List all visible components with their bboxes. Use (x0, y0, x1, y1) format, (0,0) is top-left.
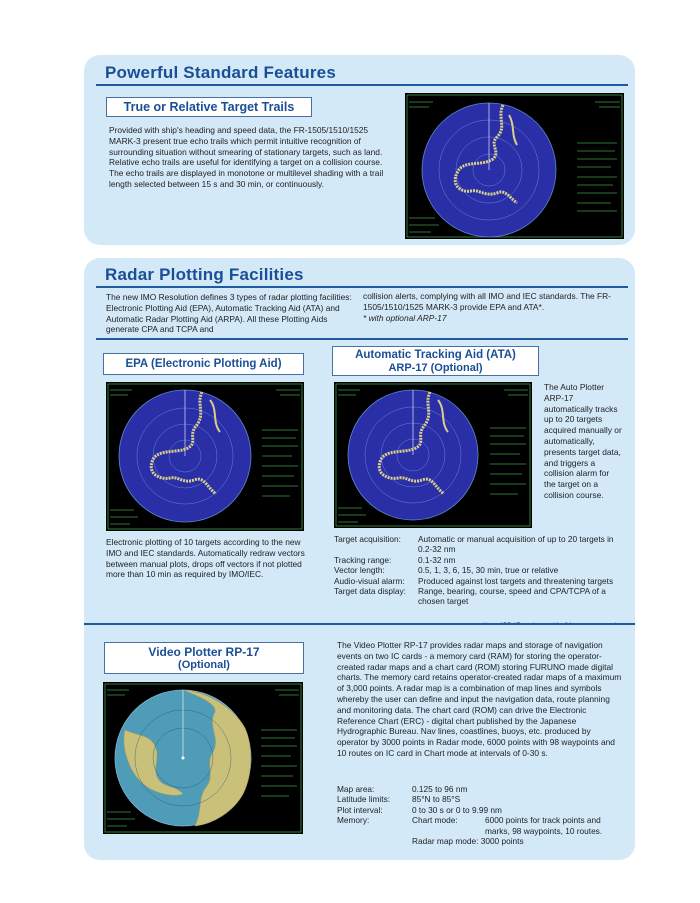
spec-label: Target data display: (334, 586, 406, 597)
radar-mode-value: Radar map mode: 3000 points (412, 836, 524, 847)
spec-label: Memory: (337, 815, 370, 826)
spec-label: Vector length: (334, 565, 385, 576)
video-heading: Video Plotter RP-17 (148, 645, 260, 659)
ata-body: The Auto Plotter ARP-17 automatically tracks up to 20 targets acquired manually or automatically, presents target data, and triggers a collision alarm for the target on a collision course. (544, 382, 622, 500)
video-spec-row (337, 805, 623, 815)
trails-body: Provided with ship's heading and speed data, the FR-1505/1510/1525 MARK-3 present true echo trails which permit intuitive recognition of surrounding situation without smearing of stationary targets, such as land. Relative echo trails are useful for identifying a target on a collision course. The echo trails are displayed in monotone or multilevel shading with a trail length selected between 15 s and 30 min, or continuously. (109, 125, 384, 189)
spec-label: Plot interval: (337, 804, 383, 815)
video-spec-row (337, 815, 623, 836)
standard-features-title: Powerful Standard Features (105, 63, 336, 82)
epa-body: Electronic plotting of 10 targets according to the new IMO and IEC standards. Automatically redraw vectors between manual plots, drops off vectors if not plotted more than 10 min as required by IMO/IEC. (106, 537, 305, 580)
video-spec-row (337, 836, 623, 846)
ata-spec-row (334, 565, 622, 575)
chart-mode-label: Chart mode: (412, 815, 458, 826)
spec-value: 0.5, 1, 3, 6, 15, 30 min, true or relative (418, 565, 559, 576)
ata-heading: Automatic Tracking Aid (ATA) (355, 349, 516, 361)
video-spec-row (337, 794, 623, 804)
spec-label: Tracking range: (334, 554, 392, 565)
spec-label: Audio-visual alarm: (334, 575, 405, 586)
spec-value: 0.1-32 nm (418, 554, 456, 565)
spec-value: 0 to 30 s or 0 to 9.99 nm (412, 804, 502, 815)
ata-radar-image (334, 382, 532, 528)
video-plotter-image (103, 682, 303, 834)
ata-subheading: ARP-17 (Optional) (388, 362, 483, 374)
plotting-title-rule (96, 286, 628, 288)
video-spec-row (337, 784, 623, 794)
ata-spec-row (334, 534, 622, 555)
spec-label: Latitude limits: (337, 794, 391, 805)
spec-value: Automatic or manual acquisition of up to 20 targets in 0.2-32 nm (418, 534, 614, 555)
spec-label: Target acquisition: (334, 534, 401, 544)
ata-heading-box (332, 346, 539, 376)
video-body: The Video Plotter RP-17 provides radar maps and storage of navigation events on two IC cards - a memory card (RAM) for storing the operator-created radar maps and a chart card (ROM) storing FURUNO made digital charts. The memory card retains operator-created radar maps of a maximum of 3,000 points. A radar map is a combination of map lines and symbols whereby the user can define and input the navigation data, route planning and monitoring data. The chart card (ROM) can drive the Electronic Reference Chart (ERC) - digital chart published by the Japanese Hydrographic Bureau. Nav lines, coastlines, buoys, etc. produced by operator by 3000 points in Radar mode, 6000 points with 98 waypoints and 10 routes on IC card in Chart mode at intervals of 0-30 s. (337, 640, 622, 758)
plotting-intro-left: The new IMO Resolution defines 3 types of radar plotting facilities: Electronic Plotting Aid (EPA), Automatic Tracking Aid (ATA) and Automatic Radar Plotting Aid (ARPA). All these Plotting Aids generate CPA and TCPA and (106, 292, 352, 335)
plotting-title: Radar Plotting Facilities (105, 265, 304, 284)
ata-spec-row (334, 586, 622, 607)
title-rule (96, 84, 628, 86)
spec-value: 85°N to 85°S (412, 794, 461, 805)
video-subheading: (Optional) (178, 659, 230, 671)
spec-value: 0.125 to 96 nm (412, 784, 468, 794)
video-heading-box (104, 642, 304, 674)
chart-mode-value: 6000 points for track points and marks, 98 waypoints, 10 routes. (485, 815, 603, 836)
ata-spec-row (334, 555, 622, 565)
epa-heading: EPA (Electronic Plotting Aid) (103, 353, 304, 375)
spec-label: Map area: (337, 784, 375, 794)
epa-radar-image (106, 382, 304, 531)
ata-spec-row (334, 576, 622, 586)
ata-spec-table (334, 534, 622, 607)
plotting-intro-right: collision alerts, complying with all IMO and IEC standards. The FR-1505/1510/1525 MARK-3 provide EPA and ATA*. (363, 291, 611, 312)
trails-radar-image (405, 93, 624, 239)
trails-heading: True or Relative Target Trails (106, 97, 312, 117)
spec-value: Range, bearing, course, speed and CPA/TCPA of a chosen target (418, 586, 606, 607)
plotting-section-rule (96, 338, 628, 340)
plotting-intro-note: * with optional ARP-17 (363, 313, 447, 323)
video-spec-table (337, 784, 623, 846)
spec-value: Produced against lost targets and threatening targets (418, 575, 614, 586)
